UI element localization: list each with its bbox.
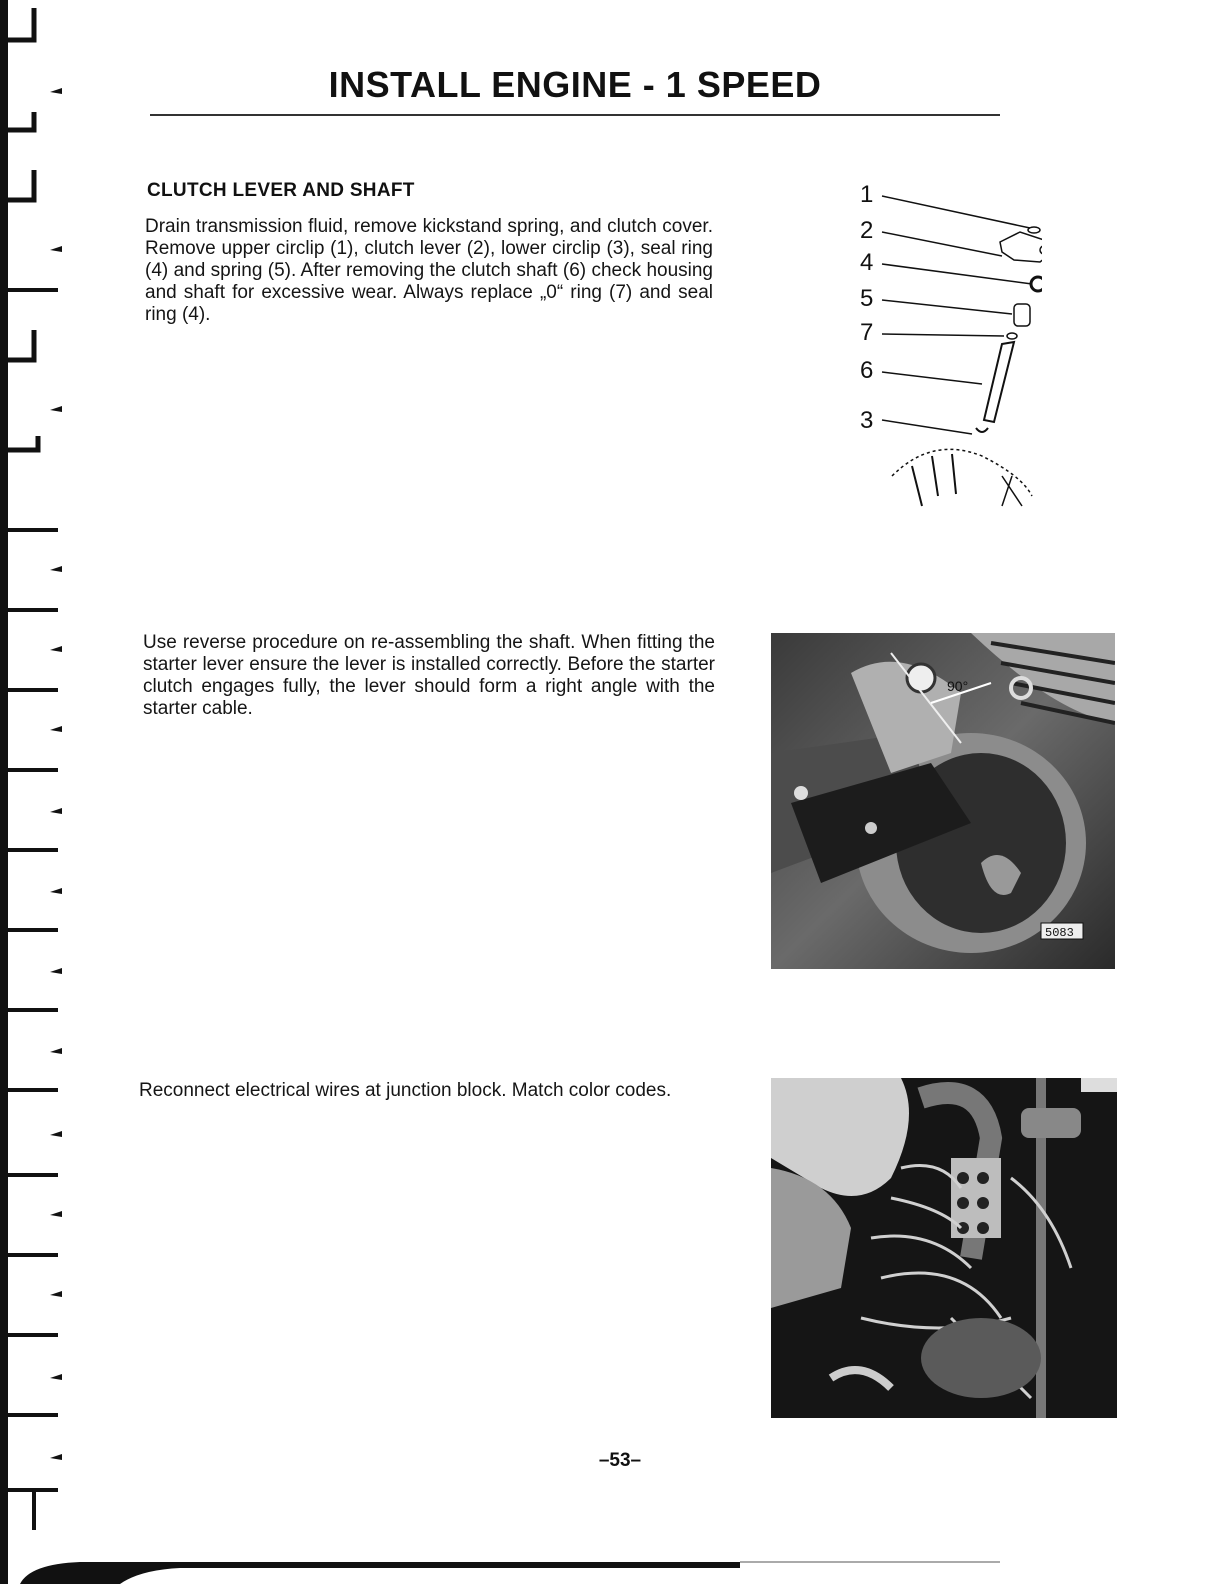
- diagram-label: 5: [860, 285, 874, 312]
- diagram-label: 2: [860, 217, 874, 244]
- junction-block-photo: [771, 1078, 1117, 1418]
- diagram-label: 6: [860, 357, 874, 384]
- photo-reference-number: 5083: [1045, 926, 1074, 940]
- starter-lever-photo: [771, 633, 1115, 969]
- bottom-scan-edge: [0, 1556, 1224, 1584]
- section-electrical-text: Reconnect electrical wires at junction block. Match color codes.: [139, 1080, 672, 1101]
- section-heading-clutch-lever: CLUTCH LEVER AND SHAFT: [147, 180, 415, 201]
- diagram-label: 7: [860, 319, 874, 346]
- diagram-label: 1: [860, 181, 874, 208]
- page-title: INSTALL ENGINE - 1 SPEED: [328, 64, 822, 105]
- angle-label: 90°: [947, 678, 969, 694]
- section-reassembly-text: Use reverse procedure on re-assembling the shaft. When fitting the starter lever ensure the lever is installed correctly. Before the starter clutch engages fully, the lever should form a right angle with the starter cable.: [143, 632, 715, 719]
- clutch-parts-diagram: [852, 176, 1042, 516]
- page-number: –53–: [598, 1450, 642, 1471]
- title-divider: [150, 114, 1000, 116]
- section-clutch-lever-text: Drain transmission fluid, remove kickstand spring, and clutch cover. Remove upper circlip (1), clutch lever (2), lower circlip (3), seal ring (4) and spring (5). After removing the clutch shaft (6) check housing and shaft for excessive wear. Always replace „0“ ring (7) and seal ring (4).: [145, 216, 713, 325]
- binding-edge: [0, 0, 70, 1584]
- diagram-label: 3: [860, 407, 874, 434]
- diagram-label: 4: [860, 249, 874, 276]
